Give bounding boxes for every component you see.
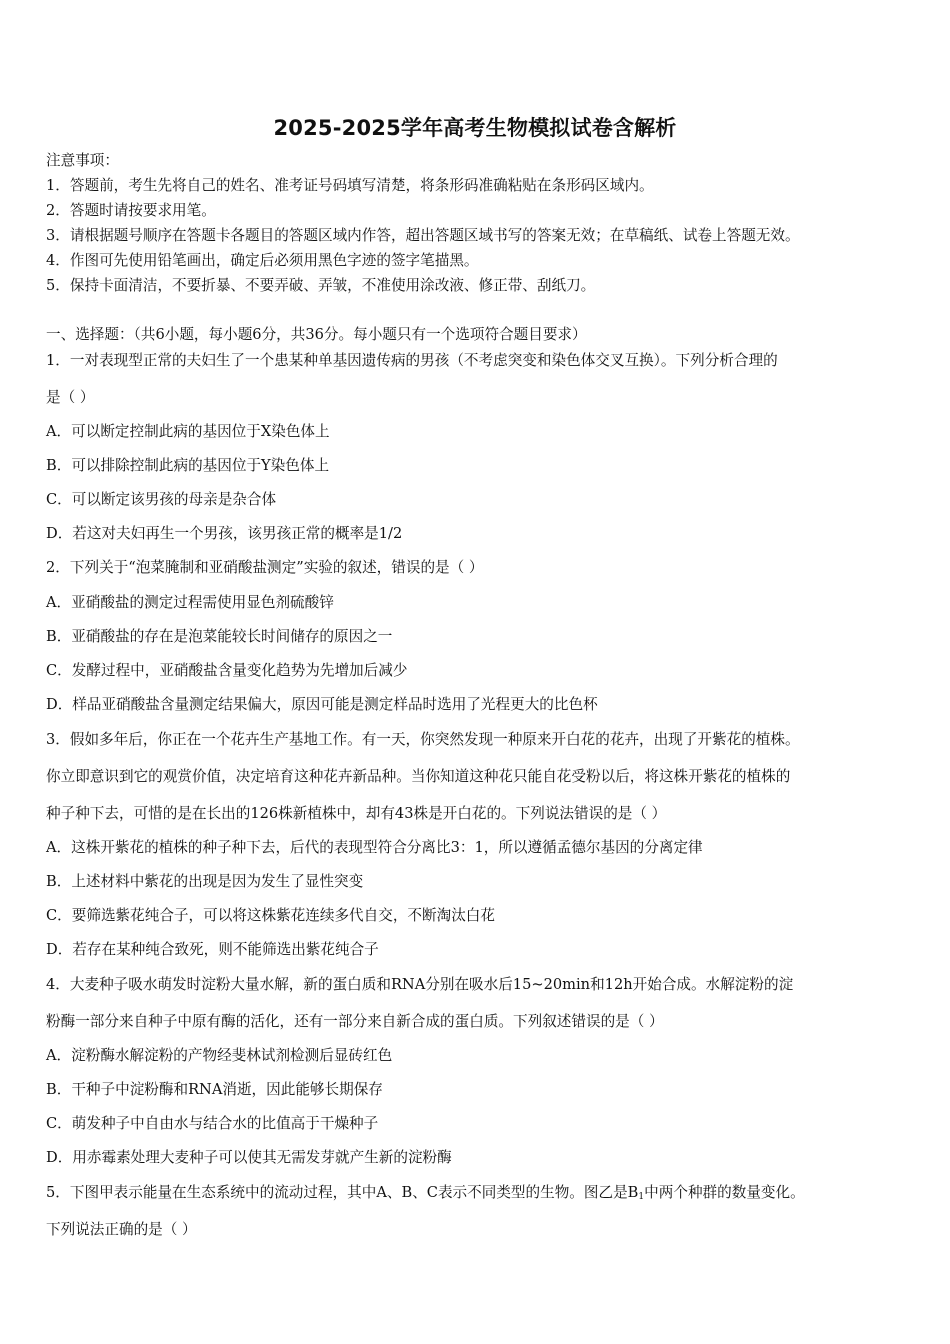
question-stem — [46, 1183, 805, 1207]
question-option: B．上述材料中紫花的出现是因为发生了显性突变 — [46, 873, 364, 890]
question-stem: 粉酶一部分来自种子中原有酶的活化，还有一部分来自新合成的蛋白质。下列叙述错误的是（ ） — [46, 1013, 664, 1030]
notice-item: 3．请根据题号顺序在答题卡各题目的答题区域内作答，超出答题区域书写的答案无效；在草稿纸、试卷上答题无效。 — [46, 227, 800, 244]
question-option: D．若这对夫妇再生一个男孩，该男孩正常的概率是1/2 — [46, 525, 403, 542]
stem-part: 中两个种群的数量变化。 — [644, 1184, 805, 1201]
question-stem: 3．假如多年后，你正在一个花卉生产基地工作。有一天，你突然发现一种原来开白花的花卉，出现了开紫花的植株。 — [46, 731, 800, 748]
notice-item: 5．保持卡面清洁，不要折暴、不要弄破、弄皱，不准使用涂改液、修正带、刮纸刀。 — [46, 277, 596, 294]
question-option: A．可以断定控制此病的基因位于X染色体上 — [46, 423, 330, 440]
question-option: D．样品亚硝酸盐含量测定结果偏大，原因可能是测定样品时选用了光程更大的比色杯 — [46, 696, 598, 713]
notice-heading: 注意事项： — [46, 152, 119, 169]
question-option: D．用赤霉素处理大麦种子可以使其无需发芽就产生新的淀粉酶 — [46, 1149, 452, 1166]
question-stem: 1．一对表现型正常的夫妇生了一个患某种单基因遗传病的男孩（不考虑突变和染色体交叉互换）。下列分析合理的 — [46, 352, 778, 369]
question-stem: 下列说法正确的是（ ） — [46, 1221, 197, 1238]
notice-item: 1．答题前，考生先将自己的姓名、准考证号码填写清楚，将条形码准确粘贴在条形码区域内。 — [46, 177, 654, 194]
question-stem: 是（ ） — [46, 389, 95, 406]
question-stem: 你立即意识到它的观赏价值，决定培育这种花卉新品种。当你知道这种花只能自花受粉以后，将这株开紫花的植株的 — [46, 768, 791, 785]
question-option: C．可以断定该男孩的母亲是杂合体 — [46, 491, 277, 508]
question-option: C．萌发种子中自由水与结合水的比值高于干燥种子 — [46, 1115, 379, 1132]
question-option: D．若存在某种纯合致死，则不能筛选出紫花纯合子 — [46, 941, 379, 958]
question-option: A．亚硝酸盐的测定过程需使用显色剂硫酸锌 — [46, 594, 334, 611]
question-option: A．淀粉酶水解淀粉的产物经斐林试剂检测后显砖红色 — [46, 1047, 393, 1064]
notice-item: 4．作图可先使用铅笔画出，确定后必须用黑色字迹的签字笔描黑。 — [46, 252, 479, 269]
notice-item: 2．答题时请按要求用笔。 — [46, 202, 216, 219]
question-stem: 2．下列关于“泡菜腌制和亚硝酸盐测定”实验的叙述，错误的是（ ） — [46, 559, 484, 576]
section-heading: 一、选择题：（共6小题，每小题6分，共36分。每小题只有一个选项符合题目要求） — [46, 326, 587, 343]
stem-part: 5．下图甲表示能量在生态系统中的流动过程，其中A、B、C表示不同类型的生物。图乙是B — [46, 1184, 639, 1201]
question-option: B．亚硝酸盐的存在是泡菜能较长时间储存的原因之一 — [46, 628, 393, 645]
page-title: 2025-2025学年高考生物模拟试卷含解析 — [273, 116, 677, 140]
question-option: B．可以排除控制此病的基因位于Y染色体上 — [46, 457, 330, 474]
question-stem: 种子种下去，可惜的是在长出的126株新植株中，却有43株是开白花的。下列说法错误的是（ ） — [46, 805, 667, 822]
question-option: C．要筛选紫花纯合子，可以将这株紫花连续多代自交，不断淘汰白花 — [46, 907, 495, 924]
question-stem: 4．大麦种子吸水萌发时淀粉大量水解，新的蛋白质和RNA分别在吸水后15~20min和12h开始合成。水解淀粉的淀 — [46, 976, 794, 993]
question-option: A．这株开紫花的植株的种子种下去，后代的表现型符合分离比3：1，所以遵循孟德尔基因的分离定律 — [46, 839, 703, 856]
question-option: B．干种子中淀粉酶和RNA消逝，因此能够长期保存 — [46, 1081, 383, 1098]
subscript: 1 — [638, 1192, 645, 1202]
question-option: C．发酵过程中，亚硝酸盐含量变化趋势为先增加后减少 — [46, 662, 408, 679]
